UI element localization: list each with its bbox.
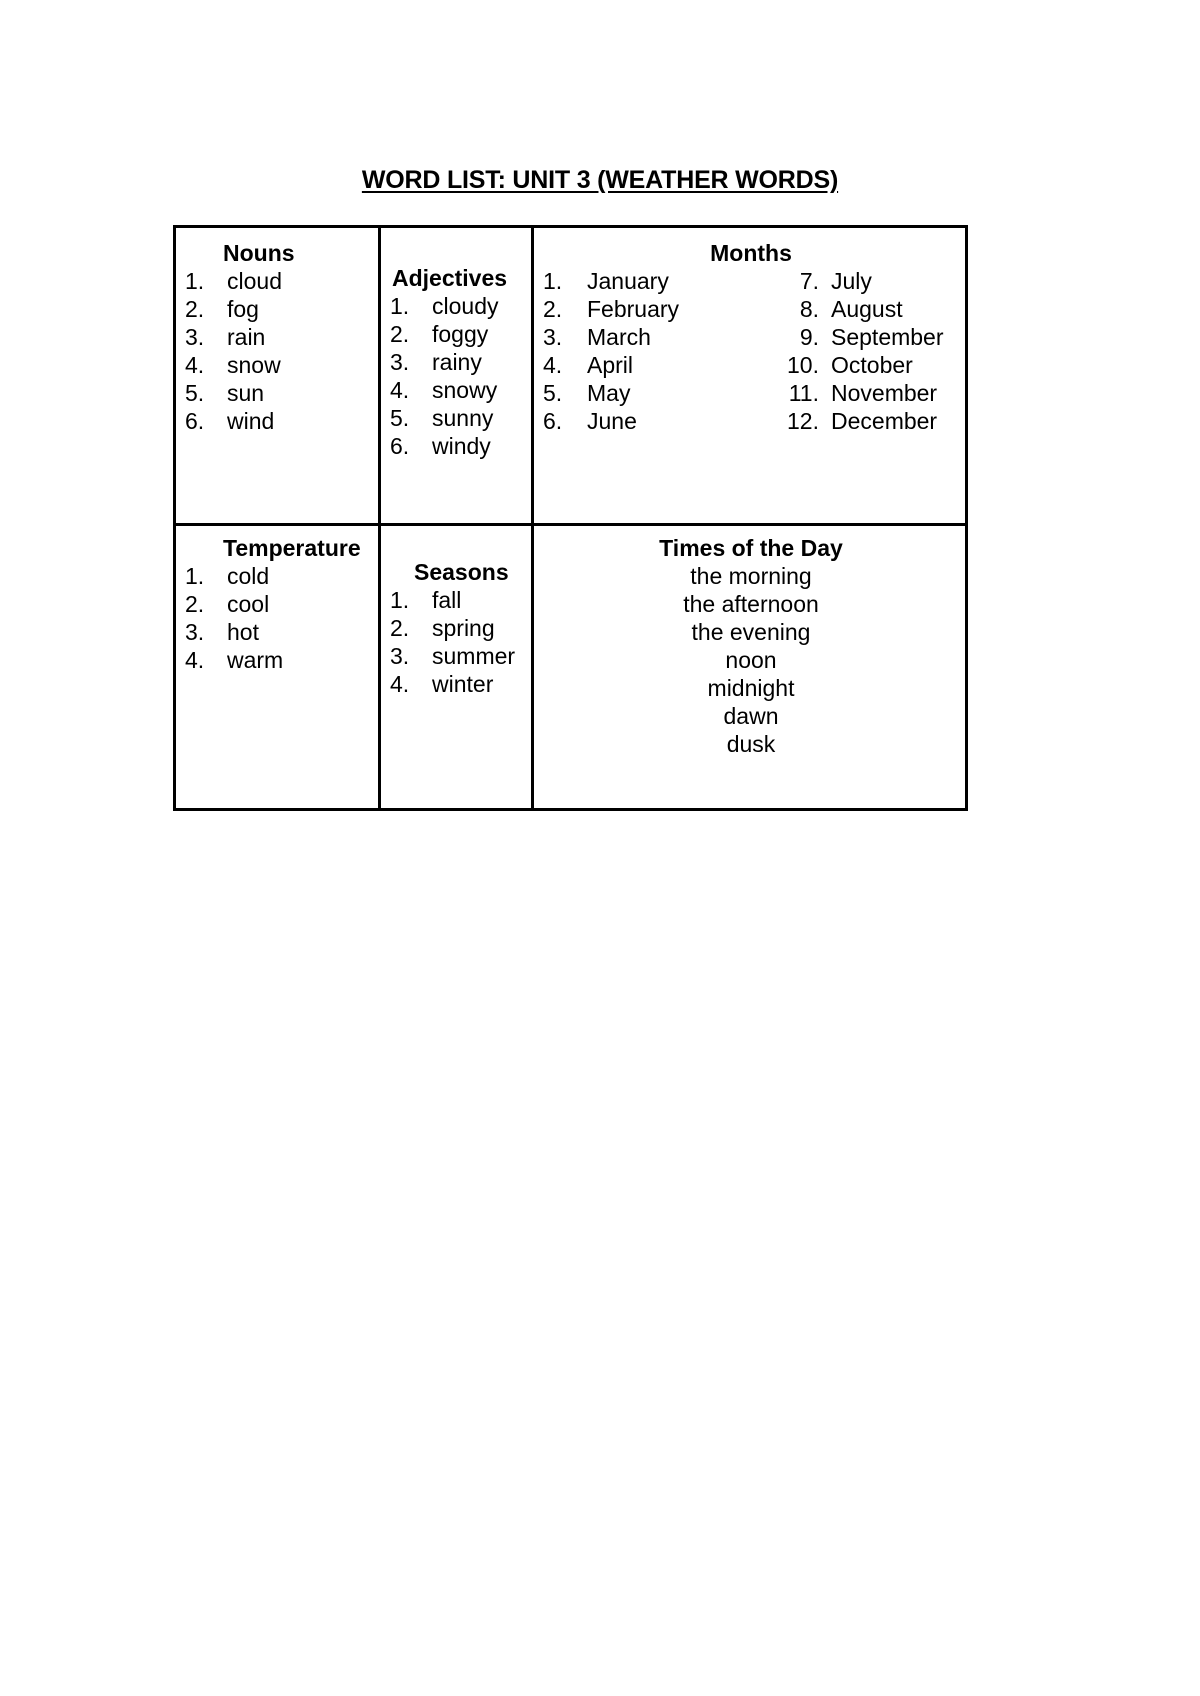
list-item [783, 267, 944, 295]
item-word: fog [227, 296, 259, 322]
item-number: 2. [543, 296, 563, 322]
list-item [185, 646, 361, 674]
item-number: 6. [543, 408, 563, 434]
item-word: cool [227, 591, 270, 617]
list-item [185, 295, 295, 323]
seasons-list [390, 586, 515, 698]
item-number: 11. [788, 380, 819, 406]
list-item [543, 379, 783, 407]
item-word: April [587, 352, 634, 378]
item-number: 12. [787, 408, 819, 434]
item-word: March [587, 324, 651, 350]
item-number: 3. [390, 349, 410, 375]
item-word: snow [227, 352, 281, 378]
time-item: midnight [707, 675, 795, 701]
list-item [390, 320, 507, 348]
list-item [543, 295, 783, 323]
list-item [185, 323, 295, 351]
item-word: September [831, 324, 944, 350]
months-heading: Months [710, 240, 792, 266]
adjectives-cell [390, 264, 507, 460]
times-list [534, 562, 968, 758]
item-number: 1. [185, 563, 205, 589]
list-item [390, 404, 507, 432]
list-item [543, 323, 783, 351]
item-word: July [831, 268, 872, 294]
item-number: 5. [390, 405, 410, 431]
item-word: November [831, 380, 938, 406]
item-word: cold [227, 563, 270, 589]
item-number: 3. [185, 324, 205, 350]
item-number: 4. [390, 377, 410, 403]
time-item: noon [725, 647, 777, 673]
item-word: foggy [432, 321, 489, 347]
item-number: 6. [185, 408, 205, 434]
nouns-cell [185, 239, 295, 435]
item-word: snowy [432, 377, 498, 403]
item-number: 9. [799, 324, 819, 350]
item-number: 3. [185, 619, 205, 645]
list-item [783, 295, 944, 323]
item-word: October [831, 352, 913, 378]
item-word: June [587, 408, 637, 434]
item-number: 6. [390, 433, 410, 459]
row-divider [176, 523, 965, 526]
item-number: 5. [185, 380, 205, 406]
list-item [185, 267, 295, 295]
item-word: hot [227, 619, 259, 645]
list-item [783, 407, 944, 435]
temperature-cell [185, 534, 361, 674]
item-word: sunny [432, 405, 494, 431]
item-word: cloudy [432, 293, 499, 319]
item-number: 4. [185, 352, 205, 378]
item-number: 3. [390, 643, 410, 669]
list-item [185, 590, 361, 618]
item-word: January [587, 268, 669, 294]
seasons-cell [390, 558, 515, 698]
item-word: summer [432, 643, 516, 669]
item-word: fall [432, 587, 462, 613]
adjectives-list [390, 292, 507, 460]
months-cell [534, 239, 968, 435]
item-number: 1. [390, 587, 410, 613]
list-item [390, 614, 515, 642]
item-word: warm [227, 647, 284, 673]
item-number: 4. [185, 647, 205, 673]
item-word: August [831, 296, 903, 322]
item-number: 4. [390, 671, 410, 697]
list-item [390, 376, 507, 404]
time-item: the morning [690, 563, 812, 589]
list-item [390, 432, 507, 460]
item-word: cloud [227, 268, 282, 294]
item-number: 2. [390, 615, 410, 641]
time-item: dawn [723, 703, 779, 729]
seasons-heading: Seasons [414, 559, 509, 585]
item-number: 1. [390, 293, 410, 319]
time-item: dusk [726, 731, 776, 757]
item-number: 2. [185, 296, 205, 322]
item-number: 1. [543, 268, 563, 294]
item-word: rain [227, 324, 266, 350]
list-item [185, 379, 295, 407]
item-number: 5. [543, 380, 563, 406]
adjectives-heading: Adjectives [392, 265, 508, 291]
list-item [543, 267, 783, 295]
word-table [173, 225, 968, 811]
months-list-left [534, 267, 783, 435]
item-word: wind [227, 408, 275, 434]
months-list-right [783, 267, 944, 435]
list-item [185, 351, 295, 379]
item-word: December [831, 408, 938, 434]
item-number: 8. [799, 296, 819, 322]
item-word: winter [432, 671, 494, 697]
list-item [185, 407, 295, 435]
list-item [543, 407, 783, 435]
item-word: May [587, 380, 631, 406]
time-item: the afternoon [683, 591, 819, 617]
item-number: 2. [185, 591, 205, 617]
page-title: WORD LIST: UNIT 3 (WEATHER WORDS) [361, 166, 839, 194]
list-item [390, 642, 515, 670]
list-item [185, 618, 361, 646]
item-word: February [587, 296, 680, 322]
list-item [783, 379, 944, 407]
times-cell [534, 534, 968, 758]
temperature-heading: Temperature [223, 535, 361, 561]
time-item: the evening [691, 619, 811, 645]
item-word: sun [227, 380, 265, 406]
temperature-list [185, 562, 361, 674]
list-item [185, 562, 361, 590]
list-item [390, 586, 515, 614]
item-number: 2. [390, 321, 410, 347]
list-item [390, 348, 507, 376]
item-number: 7. [799, 268, 819, 294]
list-item [390, 670, 515, 698]
list-item [543, 351, 783, 379]
item-word: spring [432, 615, 495, 641]
list-item [390, 292, 507, 320]
item-number: 3. [543, 324, 563, 350]
list-item [783, 323, 944, 351]
list-item [783, 351, 944, 379]
item-word: rainy [432, 349, 482, 375]
item-number: 10. [787, 352, 819, 378]
item-number: 1. [185, 268, 205, 294]
nouns-list [185, 267, 295, 435]
item-number: 4. [543, 352, 563, 378]
nouns-heading: Nouns [223, 240, 295, 266]
column-divider [378, 228, 381, 808]
item-word: windy [432, 433, 491, 459]
times-heading: Times of the Day [659, 535, 843, 561]
